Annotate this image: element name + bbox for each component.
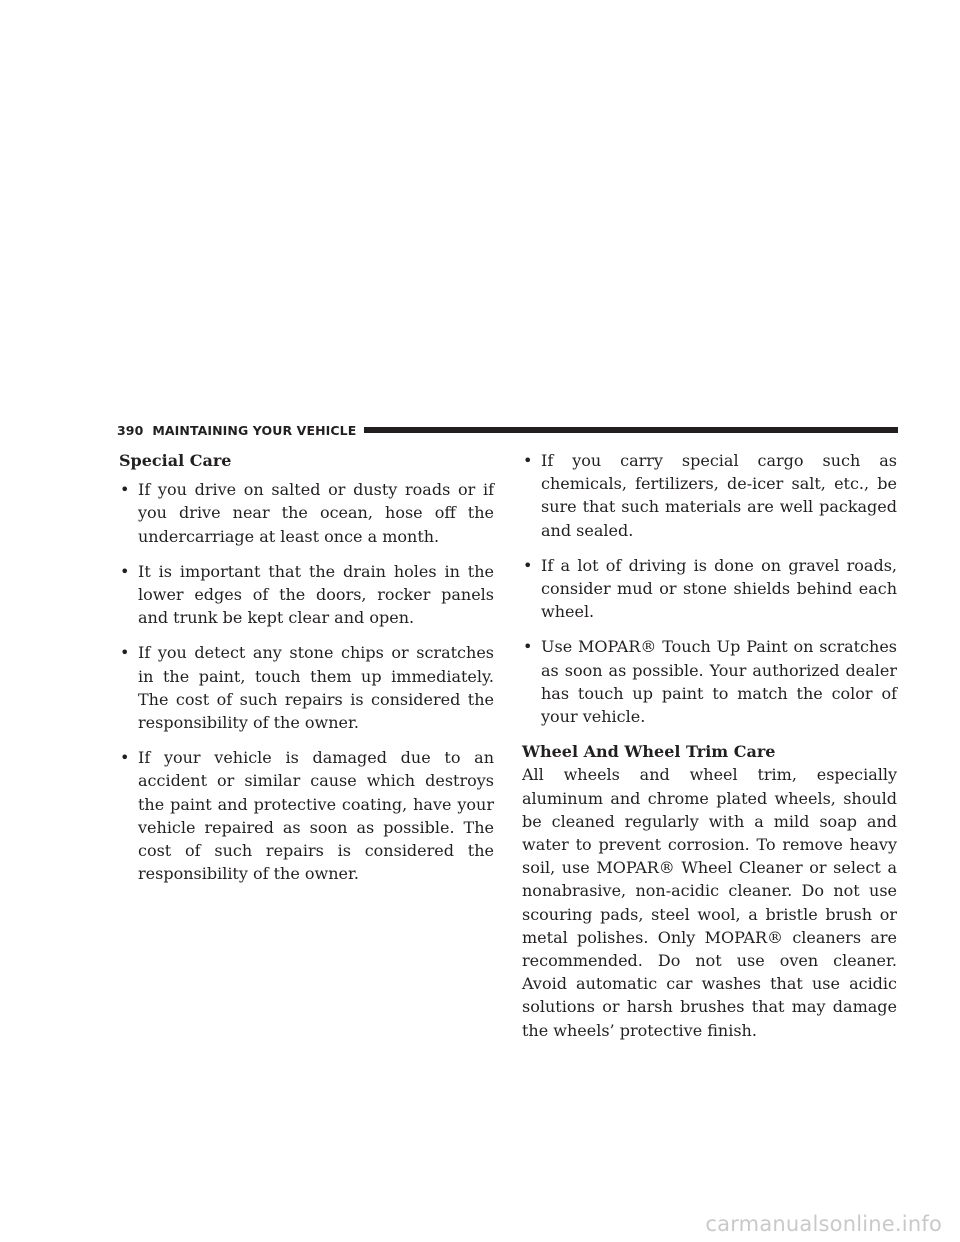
page-header xyxy=(117,422,898,438)
bullet-icon: • xyxy=(120,561,130,581)
page-number: 390 xyxy=(117,422,144,438)
list-item-text: If you carry special cargo such as chemicals, fertilizers, de-icer salt, etc., be sure that such materials are well packaged and sealed. xyxy=(541,451,897,540)
bullet-icon: • xyxy=(120,643,130,663)
wheel-care-heading: Wheel And Wheel Trim Care xyxy=(522,742,776,762)
wheel-care-paragraph: All wheels and wheel trim, especially aluminum and chrome plated wheels, should be cleaned regularly with a mild soap and water to prevent corrosion. To remove heavy soil, use MOPAR® Wheel Cleaner or select a nonabrasive, non-acidic cleaner. Do not use scouring pads, steel wool, a bristle brush or metal polishes. Only MOPAR® cleaners are recommended. Do not use oven cleaner. Avoid automatic car washes that use acidic solutions or harsh brushes that may damage the wheels’ protective finish. xyxy=(522,765,897,1040)
list-item xyxy=(119,560,494,630)
left-column xyxy=(119,449,494,897)
page-header-label xyxy=(117,423,364,438)
special-care-list xyxy=(119,478,494,885)
header-rule xyxy=(364,427,898,433)
special-care-list-continued xyxy=(522,449,897,728)
list-item xyxy=(522,635,897,728)
bullet-icon: • xyxy=(523,451,533,470)
right-column xyxy=(522,449,897,1042)
list-item-text: If you detect any stone chips or scratches in the paint, touch them up immediately. The cost of such repairs is considered the responsibility of the owner. xyxy=(138,643,494,733)
list-item-text: If your vehicle is damaged due to an accident or similar cause which destroys the paint and protective coating, have your vehicle repaired as soon as possible. The cost of such repairs is considered the responsibility of the owner. xyxy=(138,748,494,884)
list-item xyxy=(119,478,494,548)
list-item xyxy=(119,746,494,885)
special-care-heading: Special Care xyxy=(119,451,232,470)
watermark-link[interactable]: carmanualsonline.info xyxy=(705,1212,942,1236)
list-item xyxy=(119,641,494,734)
list-item-text: If you drive on salted or dusty roads or if you drive near the ocean, hose off the undercarriage at least once a month. xyxy=(138,480,494,546)
bullet-icon: • xyxy=(523,637,533,657)
list-item-text: If a lot of driving is done on gravel roads, consider mud or stone shields behind each wheel. xyxy=(541,555,897,622)
section-title: MAINTAINING YOUR VEHICLE xyxy=(152,422,357,438)
list-item xyxy=(522,449,897,542)
bullet-icon: • xyxy=(120,748,130,768)
list-item xyxy=(522,554,897,624)
bullet-icon: • xyxy=(523,555,533,575)
bullet-icon: • xyxy=(120,480,130,500)
list-item-text: It is important that the drain holes in the lower edges of the doors, rocker panels and trunk be kept clear and open. xyxy=(138,561,494,628)
list-item-text: Use MOPAR® Touch Up Paint on scratches as soon as possible. Your authorized dealer has touch up paint to match the color of your vehicle. xyxy=(541,637,897,727)
